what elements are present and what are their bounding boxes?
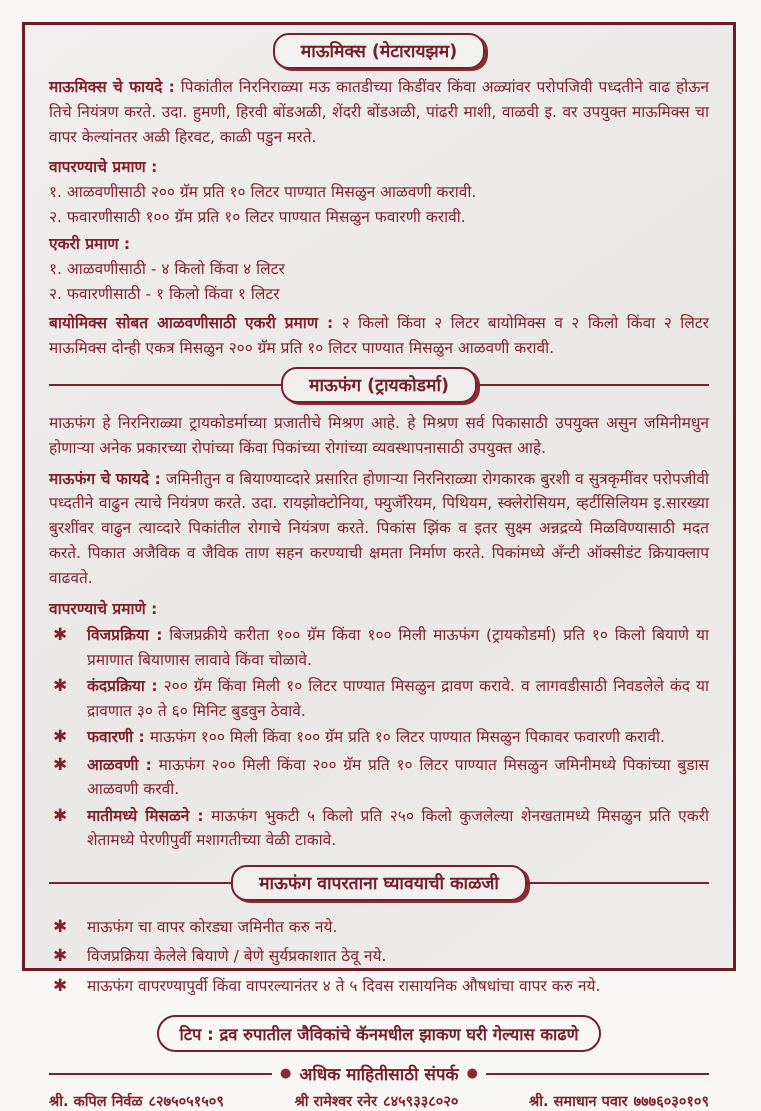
contact-entry xyxy=(49,1091,224,1111)
contacts-row xyxy=(49,1091,709,1111)
contact-entry xyxy=(529,1091,709,1111)
right-rule xyxy=(527,882,709,884)
biomix-text: २ किलो किंवा २ लिटर बायोमिक्स व २ किलो किंवा २ लिटर माऊमिक्स दोन्ही एकत्र मिसळुन २०० ग्रॅम प्रति १० लिटर पाण्यात मिसळुन आळवणी करावी. xyxy=(49,314,709,358)
caution-section-title: माऊफंग वापरताना घ्यावयाची काळजी xyxy=(231,865,527,901)
star-bullet-icon: ✱ xyxy=(53,727,68,748)
scanned-document-page xyxy=(22,22,736,1111)
maumix-acre-item-2: २. फवारणीसाठी - १ किलो किंवा १ लिटर xyxy=(49,285,280,304)
left-rule xyxy=(49,882,231,884)
contact-name: श्री. कपिल निर्वळ xyxy=(49,1094,143,1111)
maufung-usage-heading: वापरण्याचे प्रमाणे : xyxy=(49,599,158,618)
right-rule xyxy=(477,384,709,386)
caution-item-chemicals xyxy=(49,974,709,1000)
left-rule xyxy=(49,1073,272,1075)
maufung-benefits-label: माऊफंग चे फायदे : xyxy=(49,469,161,488)
caution-item-text: माऊफंग चा वापर कोरड्या जमिनीत करु नये. xyxy=(87,917,338,936)
usage-item-label: कंदप्रक्रिया : xyxy=(87,677,158,696)
star-bullet-icon: ✱ xyxy=(53,676,68,697)
maufung-intro-paragraph: माऊफंग हे निरनिराळ्या ट्रायकोडर्माच्या प्रजातीचे मिश्रण आहे. हे मिश्रण सर्व पिकासाठी उपयुक्त असुन जमिनीमधुन होणाऱ्या अनेक प्रकारच्या रोपांच्या किंवा पिकांच्या रोगांच्या व्यवस्थापनासाठी उपयुक्त आहे. xyxy=(49,414,709,457)
maumix-section-title: माऊमिक्स (मेटारायझम) xyxy=(273,33,485,69)
caution-item-text: माऊफंग वापरण्यापुर्वी किंवा वापरल्यानंतर ४ ते ५ दिवस रासायनिक औषधांचा वापर करु नये. xyxy=(87,976,601,995)
usage-item-text: २०० ग्रॅम किंवा मिली १० लिटर पाण्यात मिसळुन द्रावण करावे. व लागवडीसाठी निवडलेले कंद या द्रावणात ३० ते ६० मिनिट बुडवुन ठेवावे. xyxy=(87,677,709,720)
contact-name: श्री रामेश्वर रनेर xyxy=(294,1094,378,1111)
maumix-title-row xyxy=(49,33,709,69)
maufung-usage-item-tuber xyxy=(49,674,709,723)
biomix-label: बायोमिक्स सोबत आळवणीसाठी एकरी प्रमाण : xyxy=(49,314,334,333)
usage-item-label: आळवणी : xyxy=(87,755,152,774)
maufung-benefits-paragraph xyxy=(49,467,709,591)
maumix-usage-heading: वापरण्याचे प्रमाण : xyxy=(49,158,158,177)
tip-note: टिप : द्रव रुपातील जैविकांचे कॅनमधील झाकण घरी गेल्यास काढणे xyxy=(157,1015,600,1052)
maufung-usage-item-drench xyxy=(49,753,709,802)
usage-item-text: बिजप्रक्रीये करीता १०० ग्रॅम किंवा १०० मिली माऊफंग (ट्रायकोडर्मा) प्रति १० किलो बियाणे या प्रमाणात बियाणास लावावे किंवा चोळावे. xyxy=(87,626,709,669)
maufung-section-title: माऊफंग (ट्रायकोडर्मा) xyxy=(281,367,477,403)
usage-item-text: माऊफंग भुकटी ५ किलो प्रति २५० किलो कुजलेल्या शेनखतामध्ये मिसळुन प्रति एकरी शेतामध्ये पेरणीपुर्वी मशागतीच्या वेळी टाकावे. xyxy=(87,806,709,850)
contact-heading: अधिक माहितीसाठी संपर्क xyxy=(299,1065,459,1086)
usage-item-body xyxy=(87,674,709,723)
star-bullet-icon: ✱ xyxy=(53,625,68,646)
maufung-usage-item-seed xyxy=(49,623,709,672)
caution-item-sunlight xyxy=(49,944,709,970)
maumix-usage-item-1: १. आळवणीसाठी २०० ग्रॅम प्रति १० लिटर पाण्यात मिसळुन आळवणी करावी. xyxy=(49,183,477,202)
tip-row xyxy=(49,1015,709,1052)
star-bullet-icon: ✱ xyxy=(53,946,68,967)
biomix-paragraph xyxy=(49,311,709,361)
contact-entry xyxy=(294,1091,458,1111)
maumix-acre-item-1: १. आळवणीसाठी - ४ किलो किंवा ४ लिटर xyxy=(49,260,285,279)
maufung-title-row xyxy=(49,367,709,403)
maufung-benefits-text: जमिनीतुन व बियाण्याव्दारे प्रसारित होणाऱ्या निरनिराळ्या रोगकारक बुरशी व सुत्रकृमींवर परोपजीवी पध्दतीने वाढुन त्याचे नियंत्रण करते. उदा. रायझोक्टोनिया, फ्युजॅरियम, पिथियम, स्क्लेरोसियम, व्हर्टीसिलियम इ.सारख्या बुरशींवर वाढुन त्याव्दारे पिकांतील रोगाचे नियंत्रण करते. पिकांस झिंक व इतर सुक्ष्म अन्नद्रव्ये मिळविण्यासाठी मदत करते. पिकात अजैविक व जैविक ताण सहन करण्याची क्षमता निर्माण करते. पिकांमध्ये अँन्टी ऑक्सीडंट क्रियाक्लाप वाढवते. xyxy=(49,469,709,587)
usage-item-body xyxy=(87,804,709,853)
usage-item-body xyxy=(87,725,709,749)
caution-item-text: विजप्रक्रिया केलेले बियाणे / बेणे सुर्यप्रकाशात ठेवू नये. xyxy=(87,947,387,966)
star-bullet-icon: ✱ xyxy=(53,975,68,996)
maumix-benefits-label: माऊमिक्स चे फायदे : xyxy=(49,78,175,96)
contact-phone: ८४५९३३८०२० xyxy=(383,1094,459,1111)
maumix-usage-item-2: २. फवारणीसाठी १०० ग्रॅम प्रति १० लिटर पाण्यात मिसळुन फवारणी करावी. xyxy=(49,208,466,227)
caution-item-dry-soil xyxy=(49,915,709,941)
usage-item-text: माऊफंग १०० मिली किंवा १०० ग्रॅम प्रति १० लिटर पाण्यात मिसळुन पिकावर फवारणी करावी. xyxy=(149,728,665,747)
dot-icon: ● xyxy=(280,1066,292,1082)
star-bullet-icon: ✱ xyxy=(53,754,68,775)
maufung-usage-item-spray xyxy=(49,725,709,751)
star-bullet-icon: ✱ xyxy=(53,916,68,937)
dot-icon: ● xyxy=(466,1066,478,1082)
maufung-usage-item-soil xyxy=(49,804,709,853)
contact-phone: ८२७५०५१५०९ xyxy=(148,1094,224,1111)
usage-item-label: मातीमध्ये मिसळने : xyxy=(87,806,204,825)
contact-heading-row xyxy=(49,1062,709,1085)
contact-phone: ७७७६०३०१०९ xyxy=(633,1094,709,1111)
usage-item-text: माऊफंग २०० मिली किंवा २०० ग्रॅम प्रति १० लिटर पाण्यात मिसळुन जमिनीमध्ये पिकांच्या बुडास आळवणी करवी. xyxy=(87,755,709,799)
usage-item-body xyxy=(87,623,709,672)
contact-name: श्री. समाधान पवार xyxy=(529,1094,628,1111)
usage-item-label: विजप्रक्रिया : xyxy=(87,626,163,645)
usage-item-body xyxy=(87,753,709,802)
maumix-benefits-text: पिकांतील निरनिराळ्या मऊ कातडीच्या किडींवर किंवा अळ्यांवर परोपजिवी पध्दतीने वाढ होऊन तिचे नियंत्रण करते. उदा. हुमणी, हिरवी बोंडअळी, शेंदरी बोंडअळी, पांढरी माशी, वाळवी इ. वर उपयुक्त माऊमिक्स चा वापर केल्यांनतर अळी हिरवट, काळी पडुन मरते. xyxy=(49,78,710,146)
maumix-acre-heading: एकरी प्रमाण : xyxy=(49,235,131,254)
caution-title-row xyxy=(49,865,709,901)
usage-item-label: फवारणी : xyxy=(87,728,145,747)
left-rule xyxy=(49,384,281,386)
right-rule xyxy=(486,1073,709,1075)
star-bullet-icon: ✱ xyxy=(53,805,68,826)
maumix-benefits-paragraph xyxy=(49,75,709,149)
